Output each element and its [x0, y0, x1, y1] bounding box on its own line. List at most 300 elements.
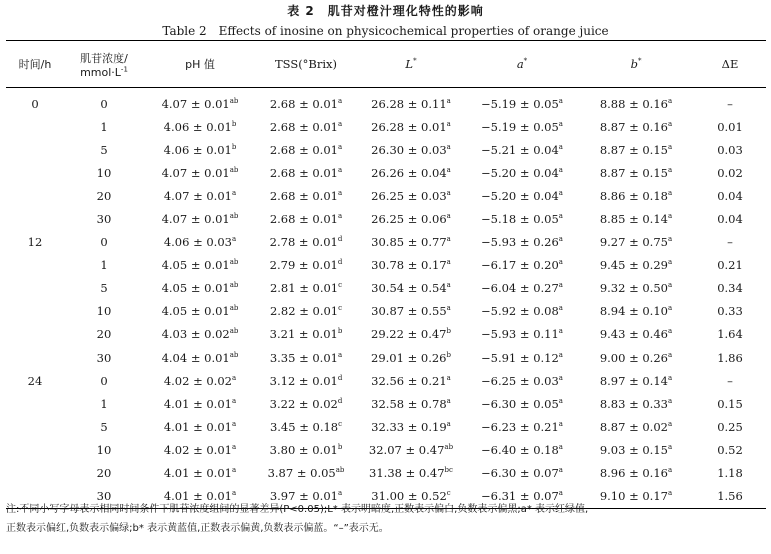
cell-l-value: 32.33 ± 0.19 [371, 419, 447, 434]
cell-ph [144, 88, 256, 116]
conc-header-sup: -1 [120, 64, 128, 73]
cell-ph-value: 4.06 ± 0.01 [163, 119, 232, 134]
cell-l-value: 26.25 ± 0.03 [371, 188, 447, 203]
cell-a-letter: a [558, 443, 563, 452]
cell-ph-value: 4.05 ± 0.01 [161, 281, 230, 296]
cell-b [578, 462, 694, 485]
cell-l [356, 88, 466, 116]
cell-tss-letter: b [337, 443, 343, 452]
cell-l [356, 346, 466, 369]
cell-a [466, 184, 578, 207]
cell-a-letter: a [558, 420, 563, 429]
cell-ph-value: 4.01 ± 0.01 [163, 419, 232, 434]
cell-b [578, 88, 694, 116]
cell-time [6, 115, 64, 138]
cell-concentration: 0 [100, 235, 108, 250]
cell-ph [144, 300, 256, 323]
cell-l-letter: a [446, 119, 451, 128]
cell-a [466, 323, 578, 346]
cell-ph [144, 369, 256, 392]
cell-a [466, 138, 578, 161]
cell-time [6, 323, 64, 346]
cell-tss-value: 2.68 ± 0.01 [269, 212, 338, 227]
cell-a-value: −5.91 ± 0.12 [481, 350, 559, 365]
header-row [6, 41, 766, 88]
cell-delta-e: 0.15 [717, 396, 743, 411]
cell-ph-letter: b [231, 119, 237, 128]
cell-ph [144, 161, 256, 184]
l-star: * [413, 57, 417, 66]
cell-tss-value: 2.68 ± 0.01 [269, 119, 338, 134]
cell-tss-letter: c [338, 281, 343, 290]
cell-b [578, 346, 694, 369]
cell-ph-letter: ab [229, 166, 239, 174]
cell-a [466, 346, 578, 369]
cell-l [356, 207, 466, 230]
cell-time [6, 207, 64, 230]
cell-b-letter: a [667, 304, 673, 313]
cell-a-value: −6.25 ± 0.03 [481, 373, 559, 388]
cell-b [578, 392, 694, 415]
cell-concentration: 10 [96, 442, 112, 457]
cell-l-value: 32.58 ± 0.78 [371, 396, 447, 411]
cell-b [578, 438, 694, 461]
cell-a-letter: a [558, 350, 563, 359]
cell-b [578, 138, 694, 161]
cell-time [6, 161, 64, 184]
cell-ph-letter: b [231, 142, 237, 151]
table-caption-cn: 表 2 肌苷对橙汁理化特性的影响 [287, 4, 484, 18]
table-row [6, 231, 766, 254]
cell-time [6, 138, 64, 161]
cell-tss [256, 254, 356, 277]
cell-b-value: 8.94 ± 0.10 [599, 304, 668, 319]
cell-concentration: 30 [96, 350, 112, 365]
cell-tss [256, 138, 356, 161]
cell-l [356, 415, 466, 438]
cell-a-letter: a [558, 304, 563, 313]
cell-time: 0 [31, 96, 39, 111]
cell-a-letter: a [558, 212, 563, 221]
cell-l-value: 26.28 ± 0.01 [371, 119, 447, 134]
cell-b-value: 8.86 ± 0.18 [599, 188, 668, 203]
table-row [6, 415, 766, 438]
cell-a-letter: a [558, 466, 563, 475]
cell-b-letter: a [667, 396, 673, 405]
cell-tss [256, 462, 356, 485]
cell-ph-letter: ab [229, 212, 239, 221]
cell-delta-e: – [727, 235, 733, 250]
cell-tss-letter: a [337, 142, 343, 151]
cell-delta-e: 1.64 [717, 327, 743, 342]
cell-tss [256, 438, 356, 461]
cell-l-letter: a [446, 281, 451, 290]
cell-a [466, 231, 578, 254]
cell-a-value: −6.17 ± 0.20 [481, 258, 559, 273]
cell-l-letter: a [446, 373, 451, 382]
cell-ph-letter: a [231, 189, 237, 198]
cell-a [466, 161, 578, 184]
cell-ph-letter: ab [229, 281, 239, 290]
table-row [6, 161, 766, 184]
l-symbol: L [405, 57, 414, 71]
cell-tss-value: 2.78 ± 0.01 [269, 235, 338, 250]
cell-ph-value: 4.01 ± 0.01 [163, 466, 232, 481]
cell-tss-value: 2.81 ± 0.01 [269, 281, 339, 296]
cell-b-value: 8.87 ± 0.15 [599, 165, 668, 180]
cell-ph-value: 4.07 ± 0.01 [161, 165, 230, 180]
table-row [6, 207, 766, 230]
cell-b-value: 9.43 ± 0.46 [599, 327, 668, 342]
cell-b [578, 115, 694, 138]
cell-b-value: 9.03 ± 0.15 [599, 442, 668, 457]
cell-ph [144, 138, 256, 161]
cell-l-value: 26.26 ± 0.04 [371, 165, 447, 180]
cell-a-value: −5.21 ± 0.04 [481, 142, 559, 157]
cell-ph-letter: a [231, 466, 237, 475]
cell-a [466, 88, 578, 116]
cell-tss-value: 3.12 ± 0.01 [269, 373, 338, 388]
table-row [6, 462, 766, 485]
cell-b-letter: a [667, 281, 673, 290]
cell-b [578, 184, 694, 207]
cell-b-value: 8.87 ± 0.15 [599, 142, 668, 157]
table-row [6, 323, 766, 346]
cell-ph [144, 323, 256, 346]
cell-a-value: −6.30 ± 0.05 [481, 396, 559, 411]
cell-l-letter: a [446, 304, 451, 313]
cell-l-letter: a [446, 96, 451, 105]
cell-tss [256, 277, 356, 300]
cell-b-value: 8.83 ± 0.33 [599, 396, 668, 411]
table-row [6, 438, 766, 461]
b-symbol: b [630, 57, 638, 71]
table-row [6, 369, 766, 392]
cell-l [356, 161, 466, 184]
cell-concentration: 20 [96, 188, 112, 203]
cell-a-letter: a [558, 327, 563, 336]
cell-a-value: −5.20 ± 0.04 [481, 188, 559, 203]
col-header-time: 时间/h [6, 41, 64, 88]
cell-a-letter: a [558, 258, 563, 267]
cell-time [6, 462, 64, 485]
cell-ph-letter: ab [229, 327, 239, 336]
cell-a-value: −5.93 ± 0.11 [481, 327, 559, 342]
cell-a-value: −5.18 ± 0.05 [481, 212, 559, 227]
cell-concentration: 5 [100, 142, 108, 157]
footnote [6, 500, 766, 538]
cell-tss-value: 2.68 ± 0.01 [269, 142, 338, 157]
cell-concentration: 1 [100, 119, 108, 134]
cell-concentration: 0 [100, 96, 108, 111]
cell-concentration: 1 [100, 396, 108, 411]
cell-time [6, 346, 64, 369]
cell-b-value: 8.97 ± 0.14 [599, 373, 668, 388]
cell-tss-letter: a [337, 489, 343, 498]
col-header-concentration [64, 41, 144, 88]
cell-b-letter: a [667, 189, 673, 198]
table-row [6, 300, 766, 323]
cell-tss-value: 3.97 ± 0.01 [269, 489, 338, 504]
cell-ph-value: 4.05 ± 0.01 [161, 304, 230, 319]
cell-b [578, 207, 694, 230]
cell-b [578, 254, 694, 277]
cell-l-value: 30.78 ± 0.17 [371, 258, 447, 273]
cell-l-letter: a [446, 166, 451, 174]
cell-tss [256, 161, 356, 184]
cell-ph-value: 4.05 ± 0.01 [161, 258, 230, 273]
cell-b [578, 323, 694, 346]
conc-header-line2: mmol·L [80, 65, 121, 79]
cell-delta-e: 1.18 [717, 466, 743, 481]
cell-ph-letter: a [231, 373, 237, 382]
cell-delta-e: 0.33 [717, 304, 743, 319]
cell-l [356, 323, 466, 346]
cell-l-value: 30.87 ± 0.55 [371, 304, 447, 319]
cell-time [6, 254, 64, 277]
cell-tss-letter: d [337, 373, 343, 382]
cell-ph-letter: ab [229, 96, 239, 105]
cell-tss [256, 184, 356, 207]
cell-tss-value: 2.68 ± 0.01 [269, 188, 338, 203]
cell-time: 12 [27, 235, 43, 250]
cell-l-letter: a [446, 258, 451, 267]
cell-delta-e: 0.01 [717, 119, 743, 134]
cell-ph [144, 254, 256, 277]
cell-l-value: 30.85 ± 0.77 [371, 235, 447, 250]
b-star: * [637, 57, 642, 66]
cell-ph-value: 4.03 ± 0.02 [161, 327, 230, 342]
cell-delta-e: 1.86 [717, 350, 743, 365]
cell-ph [144, 207, 256, 230]
cell-a-value: −5.19 ± 0.05 [481, 119, 559, 134]
cell-l-value: 26.28 ± 0.11 [371, 96, 447, 111]
cell-tss-letter: ab [335, 466, 345, 475]
cell-tss-value: 2.68 ± 0.01 [269, 165, 338, 180]
cell-ph-value: 4.06 ± 0.01 [163, 142, 232, 157]
cell-l-letter: a [446, 142, 451, 151]
cell-ph [144, 392, 256, 415]
cell-l [356, 438, 466, 461]
cell-delta-e: – [727, 373, 733, 388]
cell-tss-letter: d [337, 396, 343, 405]
cell-l-value: 31.00 ± 0.52 [371, 489, 447, 504]
cell-tss-value: 3.45 ± 0.18 [269, 419, 339, 434]
cell-a-letter: a [558, 489, 563, 498]
cell-ph [144, 277, 256, 300]
cell-time [6, 184, 64, 207]
cell-concentration: 20 [96, 327, 112, 342]
cell-ph-value: 4.01 ± 0.01 [163, 396, 232, 411]
cell-time [6, 415, 64, 438]
cell-a [466, 277, 578, 300]
cell-tss-letter: c [338, 420, 343, 429]
cell-tss-value: 2.68 ± 0.01 [269, 96, 338, 111]
cell-l-value: 26.25 ± 0.06 [371, 212, 447, 227]
col-header-delta-e: ΔE [694, 41, 766, 88]
cell-l-value: 30.54 ± 0.54 [371, 281, 447, 296]
cell-ph-letter: a [231, 443, 237, 452]
cell-b-letter: a [667, 420, 673, 429]
cell-a-letter: a [558, 396, 563, 405]
cell-tss-letter: b [337, 327, 343, 336]
cell-b-letter: a [667, 96, 673, 105]
cell-tss [256, 300, 356, 323]
cell-b [578, 415, 694, 438]
cell-tss [256, 392, 356, 415]
cell-b-value: 9.10 ± 0.17 [599, 489, 668, 504]
cell-b-letter: a [667, 166, 673, 174]
cell-tss [256, 207, 356, 230]
cell-ph-letter: a [231, 396, 237, 405]
cell-b-value: 8.88 ± 0.16 [599, 96, 668, 111]
cell-tss-letter: a [337, 119, 343, 128]
cell-a [466, 254, 578, 277]
col-header-tss: TSS(°Brix) [256, 41, 356, 88]
cell-time [6, 392, 64, 415]
table-row [6, 392, 766, 415]
cell-ph-value: 4.04 ± 0.01 [161, 350, 230, 365]
cell-b [578, 231, 694, 254]
cell-a-letter: a [558, 235, 563, 244]
footnote-line2: 正数表示偏红,负数表示偏绿;b* 表示黄蓝值,正数表示偏黄,负数表示偏蓝。“–”表示无。 [6, 523, 389, 534]
col-header-ph: pH 值 [144, 41, 256, 88]
cell-tss-letter: a [337, 166, 343, 174]
data-table [6, 40, 766, 509]
col-header-a [466, 41, 578, 88]
cell-ph [144, 115, 256, 138]
cell-a-letter: a [558, 166, 563, 174]
cell-concentration: 0 [100, 373, 108, 388]
cell-tss-value: 2.79 ± 0.01 [269, 258, 338, 273]
cell-b [578, 277, 694, 300]
cell-ph [144, 438, 256, 461]
cell-a [466, 207, 578, 230]
cell-ph-value: 4.06 ± 0.03 [163, 235, 232, 250]
cell-b [578, 300, 694, 323]
cell-l [356, 115, 466, 138]
cell-ph-letter: a [231, 235, 237, 244]
cell-ph-value: 4.07 ± 0.01 [161, 212, 230, 227]
cell-b-value: 8.96 ± 0.16 [599, 466, 668, 481]
col-header-l [356, 41, 466, 88]
cell-ph [144, 231, 256, 254]
conc-header-line1: 肌苷浓度/ [80, 51, 128, 65]
cell-ph-value: 4.02 ± 0.01 [163, 442, 232, 457]
cell-b-value: 9.00 ± 0.26 [599, 350, 668, 365]
cell-b-letter: a [667, 350, 673, 359]
cell-concentration: 5 [100, 419, 108, 434]
cell-l [356, 392, 466, 415]
cell-l-value: 26.30 ± 0.03 [371, 142, 447, 157]
cell-a [466, 300, 578, 323]
cell-time [6, 277, 64, 300]
cell-b-value: 9.45 ± 0.29 [599, 258, 668, 273]
cell-tss-value: 3.80 ± 0.01 [269, 442, 338, 457]
cell-ph [144, 184, 256, 207]
cell-l [356, 231, 466, 254]
cell-a-value: −6.40 ± 0.18 [481, 442, 559, 457]
footnote-line1: 注:不同小写字母表示相同时间条件下肌苷浓度组间的显著差异(P<0.05);L* 表示明暗度,正数表示偏白,负数表示偏黑;a* 表示红绿值, [6, 504, 589, 515]
cell-l-letter: bc [444, 466, 453, 475]
cell-delta-e: 1.56 [694, 485, 766, 509]
cell-tss [256, 115, 356, 138]
cell-l [356, 369, 466, 392]
cell-ph [144, 346, 256, 369]
cell-b [578, 369, 694, 392]
cell-tss-letter: a [337, 189, 343, 198]
cell-delta-e: 0.04 [717, 212, 743, 227]
cell-l-letter: a [446, 420, 451, 429]
cell-concentration: 20 [96, 466, 112, 481]
table-row [6, 115, 766, 138]
cell-a-letter: a [558, 119, 563, 128]
a-star: * [523, 57, 528, 66]
cell-l-letter: b [446, 327, 451, 336]
cell-tss [256, 88, 356, 116]
cell-a-value: −5.19 ± 0.05 [481, 96, 559, 111]
cell-delta-e: 0.02 [717, 165, 743, 180]
cell-tss-value: 3.21 ± 0.01 [269, 327, 338, 342]
cell-a-letter: a [558, 373, 563, 382]
cell-tss-letter: d [337, 235, 343, 244]
table-row [6, 254, 766, 277]
cell-concentration: 30 [64, 485, 144, 509]
table-row [6, 88, 766, 116]
cell-ph-letter: ab [229, 304, 239, 313]
cell-l-letter: c [446, 489, 451, 498]
cell-l [356, 138, 466, 161]
cell-l-letter: ab [444, 443, 454, 452]
cell-ph-value: 4.01 ± 0.01 [163, 489, 232, 504]
cell-tss [256, 231, 356, 254]
col-header-b [578, 41, 694, 88]
cell-time: 24 [27, 373, 43, 388]
cell-a [466, 392, 578, 415]
cell-l-letter: b [446, 350, 451, 359]
table-caption-en: Table 2 Effects of inosine on physicochemical properties of orange juice [162, 24, 609, 38]
a-symbol: a [516, 57, 524, 71]
cell-a-letter: a [558, 281, 563, 290]
cell-a-value: −6.30 ± 0.07 [481, 466, 559, 481]
cell-tss-letter: d [337, 258, 343, 267]
cell-delta-e: 0.04 [717, 188, 743, 203]
cell-l-value: 32.07 ± 0.47 [368, 442, 445, 457]
cell-a [466, 415, 578, 438]
table-row [6, 138, 766, 161]
cell-b-value: 9.27 ± 0.75 [599, 235, 668, 250]
cell-tss-value: 3.35 ± 0.01 [269, 350, 338, 365]
cell-tss-letter: a [337, 350, 343, 359]
cell-b-letter: a [667, 235, 673, 244]
cell-tss [256, 346, 356, 369]
cell-a-letter: a [558, 189, 563, 198]
cell-b-letter: a [667, 327, 673, 336]
cell-b-value: 8.87 ± 0.16 [599, 119, 668, 134]
cell-tss [256, 323, 356, 346]
cell-concentration: 1 [100, 258, 108, 273]
cell-tss-letter: c [338, 304, 343, 313]
cell-l [356, 300, 466, 323]
cell-delta-e: 0.34 [717, 281, 743, 296]
cell-l-value: 29.01 ± 0.26 [371, 350, 447, 365]
cell-a-value: −6.04 ± 0.27 [481, 281, 559, 296]
cell-tss [256, 369, 356, 392]
cell-time [6, 438, 64, 461]
cell-b-letter: a [667, 489, 673, 498]
table-row [6, 346, 766, 369]
cell-a [466, 438, 578, 461]
